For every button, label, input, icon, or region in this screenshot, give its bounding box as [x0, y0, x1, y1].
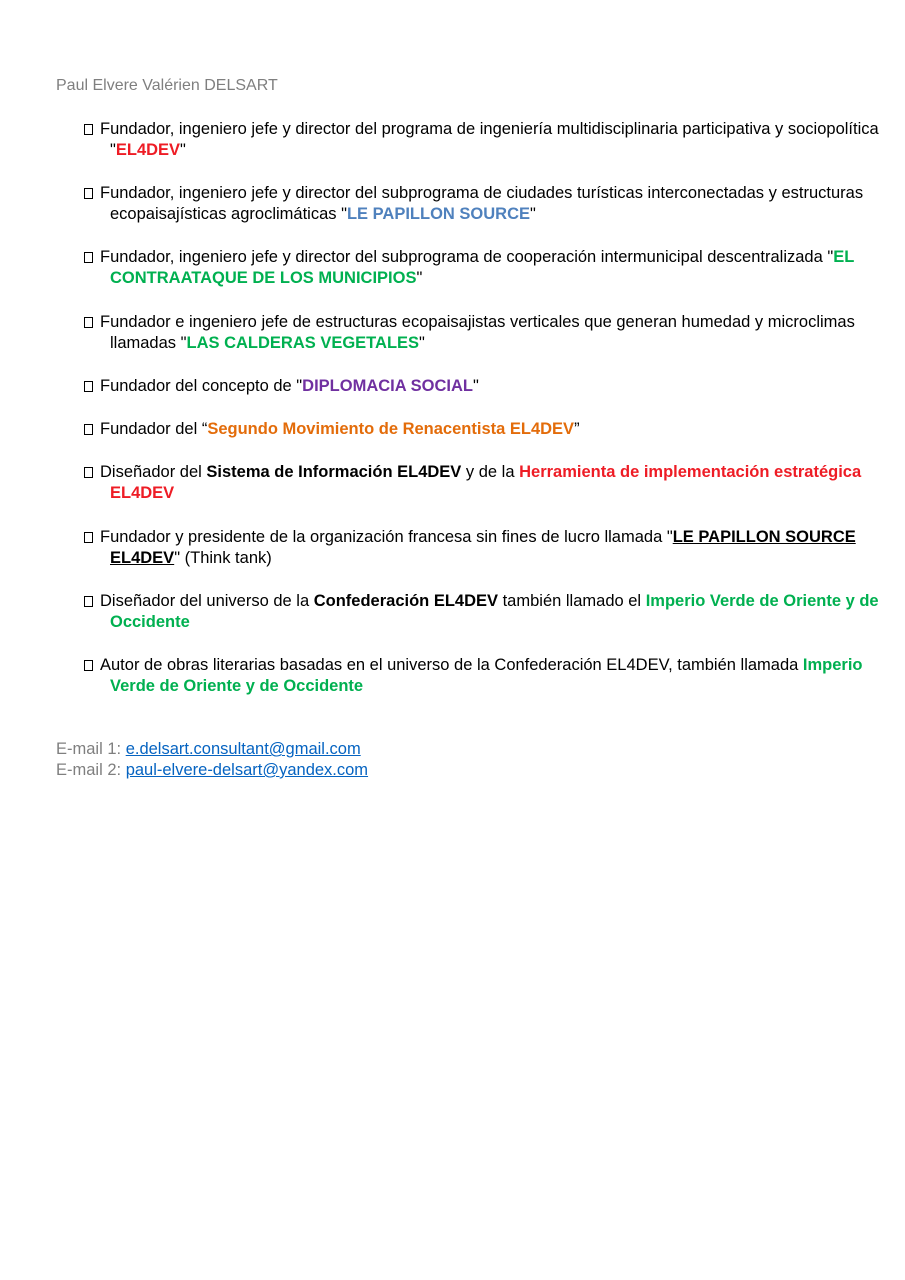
- item-highlight: LAS CALDERAS VEGETALES: [186, 334, 420, 352]
- checkbox-bullet-icon: [84, 188, 93, 199]
- item-text: ": [472, 377, 479, 395]
- list-item: [84, 119, 885, 161]
- item-highlight: EL4DEV: [115, 141, 181, 159]
- list-item: [84, 591, 885, 633]
- item-text: Fundador, ingeniero jefe y director del subprograma de cooperación intermunicipal descentralizada ": [100, 248, 834, 266]
- email-line: [56, 739, 368, 760]
- list-item: [84, 419, 885, 440]
- item-text: ": [180, 141, 186, 159]
- item-highlight: Herramienta de implementación estratégica EL4DEV: [110, 463, 862, 502]
- item-text: Diseñador del: [100, 463, 207, 481]
- item-text: Fundador, ingeniero jefe y director del subprograma de ciudades turísticas interconectadas y estructuras ecopaisajísticas agroclimáticas ": [100, 184, 864, 223]
- item-highlight: Imperio Verde de Oriente y de Occidente: [110, 656, 863, 695]
- item-text: Diseñador del universo de la: [100, 592, 314, 610]
- list-item: [84, 183, 885, 225]
- email-label: E-mail 1:: [56, 740, 126, 758]
- checkbox-bullet-icon: [84, 660, 93, 671]
- item-highlight: DIPLOMACIA SOCIAL: [302, 377, 473, 395]
- list-item: [84, 376, 885, 397]
- email-block: [56, 739, 368, 781]
- checkbox-bullet-icon: [84, 424, 93, 435]
- item-highlight: Sistema de Información EL4DEV: [206, 463, 462, 481]
- item-text: Fundador y presidente de la organización francesa sin fines de lucro llamada ": [100, 528, 673, 546]
- item-highlight: LE PAPILLON SOURCE EL4DEV: [110, 528, 856, 567]
- item-highlight: Confederación EL4DEV: [313, 592, 499, 610]
- item-text: Fundador del concepto de ": [100, 377, 303, 395]
- item-text: y de la: [461, 463, 520, 481]
- checkbox-bullet-icon: [84, 124, 93, 135]
- author-name: Paul Elvere Valérien DELSART: [56, 77, 278, 94]
- checkbox-bullet-icon: [84, 532, 93, 543]
- checkbox-bullet-icon: [84, 317, 93, 328]
- list-item: [84, 655, 885, 697]
- checkbox-bullet-icon: [84, 596, 93, 607]
- item-text: ": [416, 269, 423, 287]
- item-text: ": [530, 205, 536, 223]
- checkbox-bullet-icon: [84, 252, 93, 263]
- item-text: también llamado el: [498, 592, 646, 610]
- item-highlight: EL CONTRAATAQUE DE LOS MUNICIPIOS: [110, 248, 854, 287]
- item-highlight: Imperio Verde de Oriente y de Occidente: [110, 592, 879, 631]
- email-link[interactable]: e.delsart.consultant@gmail.com: [125, 740, 361, 758]
- list-item: [84, 462, 885, 504]
- item-text: Fundador del “: [100, 420, 208, 438]
- list-item: [84, 527, 885, 569]
- item-highlight: LE PAPILLON SOURCE: [346, 205, 531, 223]
- list-item: [84, 312, 885, 354]
- item-highlight: Segundo Movimiento de Renacentista EL4DEV: [207, 420, 575, 438]
- item-text: Autor de obras literarias basadas en el universo de la Confederación EL4DEV, también llamada: [100, 656, 803, 674]
- checkbox-bullet-icon: [84, 467, 93, 478]
- email-link[interactable]: paul-elvere-delsart@yandex.com: [125, 761, 369, 779]
- list-item: [84, 247, 885, 289]
- item-text: ": [419, 334, 425, 352]
- email-line: [56, 760, 368, 781]
- item-text: " (Think tank): [174, 549, 272, 567]
- item-text: ”: [574, 420, 580, 438]
- item-text: Fundador e ingeniero jefe de estructuras ecopaisajistas verticales que generan humedad y microclimas llamadas ": [100, 313, 855, 352]
- item-text: Fundador, ingeniero jefe y director del programa de ingeniería multidisciplinaria participativa y sociopolítica ": [100, 120, 879, 159]
- checkbox-bullet-icon: [84, 381, 93, 392]
- email-label: E-mail 2:: [56, 761, 126, 779]
